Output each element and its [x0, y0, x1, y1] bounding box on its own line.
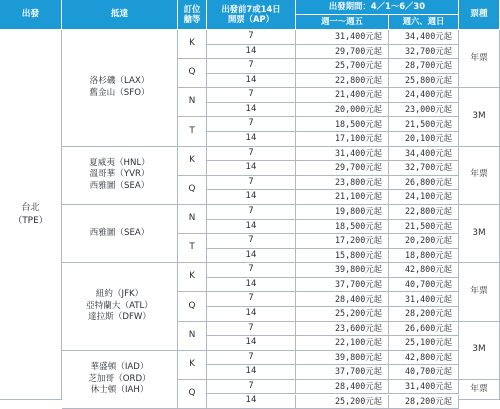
advance-purchase-cell: 7: [207, 88, 296, 103]
destination-line: 亞特蘭大（ATL）: [86, 301, 153, 313]
weekend-fare-cell: 24,400元起: [389, 88, 459, 103]
advance-purchase-cell: 14: [207, 395, 296, 409]
weekend-fare-cell: 26,800元起: [389, 176, 459, 191]
weekend-fare-cell: 42,800元起: [389, 351, 459, 366]
advance-purchase-cell: 14: [207, 45, 296, 60]
weekday-fare-cell: 23,600元起: [296, 322, 389, 337]
advance-purchase-cell: 7: [207, 30, 296, 45]
weekday-fare-cell: 25,200元起: [296, 395, 389, 409]
weekday-fare-cell: 17,200元起: [296, 234, 389, 249]
weekend-fare-cell: 40,700元起: [389, 278, 459, 293]
advance-purchase-header: [207, 0, 296, 30]
advance-purchase-cell: 14: [207, 278, 296, 293]
weekday-fare-cell: 18,500元起: [296, 117, 389, 132]
origin-cell: [0, 30, 62, 400]
origin-header: 出發: [0, 0, 62, 30]
weekend-fare-cell: 28,700元起: [389, 59, 459, 74]
booking-class-header: [178, 0, 207, 30]
advance-purchase-cell: 14: [207, 161, 296, 176]
booking-class-header-line: 艙等: [184, 15, 201, 24]
advance-purchase-cell: 7: [207, 147, 296, 162]
destination-cell: [62, 147, 178, 205]
ticket-type-header: 票種: [459, 0, 500, 30]
booking-class-cell: K: [178, 351, 207, 380]
weekend-fare-cell: 20,200元起: [389, 234, 459, 249]
origin-line: 台北: [21, 202, 39, 214]
ticket-type-cell: 年票: [459, 380, 500, 400]
advance-purchase-cell: 7: [207, 263, 296, 278]
weekend-fare-cell: 28,200元起: [389, 395, 459, 409]
weekday-fare-cell: 23,800元起: [296, 176, 389, 191]
weekend-fare-cell: 31,400元起: [389, 380, 459, 395]
weekday-fare-cell: 31,400元起: [296, 30, 389, 45]
weekend-fare-cell: 31,400元起: [389, 292, 459, 307]
weekend-fare-cell: 18,800元起: [389, 249, 459, 264]
advance-purchase-header-line: 開票（AP）: [228, 15, 274, 24]
booking-class-cell: N: [178, 322, 207, 351]
weekend-header: 週六、週日: [389, 15, 459, 30]
advance-purchase-cell: 7: [207, 234, 296, 249]
weekend-fare-cell: 40,700元起: [389, 365, 459, 380]
weekday-fare-cell: 31,400元起: [296, 147, 389, 162]
weekday-fare-cell: 25,200元起: [296, 307, 389, 322]
weekend-fare-cell: 24,100元起: [389, 190, 459, 205]
advance-purchase-cell: 14: [207, 307, 296, 322]
weekday-fare-cell: 29,700元起: [296, 45, 389, 60]
weekday-fare-cell: 17,100元起: [296, 132, 389, 147]
weekday-fare-cell: 18,500元起: [296, 220, 389, 235]
advance-purchase-cell: 14: [207, 365, 296, 380]
destination-line: 舊金山（SFO）: [89, 88, 149, 100]
booking-class-cell: N: [178, 88, 207, 117]
weekend-fare-cell: 20,100元起: [389, 132, 459, 147]
advance-purchase-header-line: 出發前7或14日: [221, 5, 280, 14]
weekday-fare-cell: 39,800元起: [296, 263, 389, 278]
departure-period-header: 出發期間：4／1〜6／30: [296, 0, 459, 15]
weekday-fare-cell: 15,800元起: [296, 249, 389, 264]
booking-class-cell: Q: [178, 59, 207, 88]
booking-class-cell: Q: [178, 380, 207, 409]
ticket-type-cell: 3M: [459, 205, 500, 263]
booking-class-cell: Q: [178, 292, 207, 321]
weekend-fare-cell: 21,500元起: [389, 117, 459, 132]
ticket-type-cell: 年票: [459, 30, 500, 88]
booking-class-cell: T: [178, 234, 207, 263]
destination-line: 芝加哥（ORD）: [88, 374, 150, 386]
booking-class-cell: K: [178, 30, 207, 59]
weekend-fare-cell: 32,700元起: [389, 45, 459, 60]
booking-class-cell: Q: [178, 176, 207, 205]
destination-line: 休士頓（IAH）: [91, 385, 149, 397]
weekday-fare-cell: 29,700元起: [296, 161, 389, 176]
weekend-fare-cell: 34,400元起: [389, 30, 459, 45]
weekday-fare-cell: 20,000元起: [296, 103, 389, 118]
weekday-header: 週一〜週五: [296, 15, 389, 30]
advance-purchase-cell: 14: [207, 132, 296, 147]
weekend-fare-cell: 25,800元起: [389, 74, 459, 89]
destination-line: 夏威夷（HNL）: [89, 158, 150, 170]
advance-purchase-cell: 7: [207, 117, 296, 132]
advance-purchase-cell: 14: [207, 336, 296, 351]
advance-purchase-cell: 14: [207, 103, 296, 118]
weekday-fare-cell: 19,800元起: [296, 205, 389, 220]
weekday-fare-cell: 22,100元起: [296, 336, 389, 351]
weekend-fare-cell: 42,800元起: [389, 263, 459, 278]
destination-cell: [62, 351, 178, 409]
weekday-fare-cell: 37,700元起: [296, 365, 389, 380]
weekday-fare-cell: 21,400元起: [296, 88, 389, 103]
weekend-fare-cell: 22,800元起: [389, 205, 459, 220]
weekend-fare-cell: 25,100元起: [389, 336, 459, 351]
destination-line: 西雅圖（SEA）: [90, 181, 150, 193]
advance-purchase-cell: 7: [207, 322, 296, 337]
weekday-fare-cell: 37,700元起: [296, 278, 389, 293]
weekend-fare-cell: 34,400元起: [389, 147, 459, 162]
weekday-fare-cell: 28,400元起: [296, 380, 389, 395]
advance-purchase-cell: 14: [207, 220, 296, 235]
booking-class-cell: K: [178, 147, 207, 176]
booking-class-cell: T: [178, 117, 207, 146]
weekday-fare-cell: 28,400元起: [296, 292, 389, 307]
destination-cell: [62, 30, 178, 147]
advance-purchase-cell: 7: [207, 176, 296, 191]
advance-purchase-cell: 14: [207, 190, 296, 205]
advance-purchase-cell: 7: [207, 351, 296, 366]
destination-cell: [62, 205, 178, 263]
advance-purchase-cell: 14: [207, 249, 296, 264]
destination-cell: [62, 263, 178, 350]
destination-line: 華盛頓（IAD）: [91, 362, 149, 374]
advance-purchase-cell: 7: [207, 380, 296, 395]
advance-purchase-cell: 7: [207, 205, 296, 220]
ticket-type-cell: 3M: [459, 322, 500, 380]
booking-class-cell: N: [178, 205, 207, 234]
ticket-type-cell: 年票: [459, 263, 500, 321]
weekend-fare-cell: 21,500元起: [389, 220, 459, 235]
booking-class-header-line: 訂位: [184, 5, 201, 14]
advance-purchase-cell: 7: [207, 292, 296, 307]
ticket-type-cell: 年票: [459, 147, 500, 205]
destination-line: 洛杉磯（LAX）: [90, 76, 150, 88]
weekday-fare-cell: 22,800元起: [296, 74, 389, 89]
weekend-fare-cell: 28,200元起: [389, 307, 459, 322]
booking-class-cell: K: [178, 263, 207, 292]
weekend-fare-cell: 32,700元起: [389, 161, 459, 176]
origin-line: （TPE）: [13, 215, 48, 227]
weekday-fare-cell: 39,800元起: [296, 351, 389, 366]
destination-line: 西雅圖（SEA）: [90, 228, 150, 240]
destination-line: 溫哥華（YVR）: [89, 169, 149, 181]
ticket-type-cell: 3M: [459, 88, 500, 146]
weekday-fare-cell: 25,700元起: [296, 59, 389, 74]
destination-line: 達拉斯（DFW）: [88, 312, 151, 324]
weekend-fare-cell: 26,600元起: [389, 322, 459, 337]
advance-purchase-cell: 7: [207, 59, 296, 74]
destination-header: 抵達: [62, 0, 178, 30]
weekday-fare-cell: 21,100元起: [296, 190, 389, 205]
destination-line: 紐約（JFK）: [96, 289, 144, 301]
advance-purchase-cell: 14: [207, 74, 296, 89]
weekend-fare-cell: 23,000元起: [389, 103, 459, 118]
